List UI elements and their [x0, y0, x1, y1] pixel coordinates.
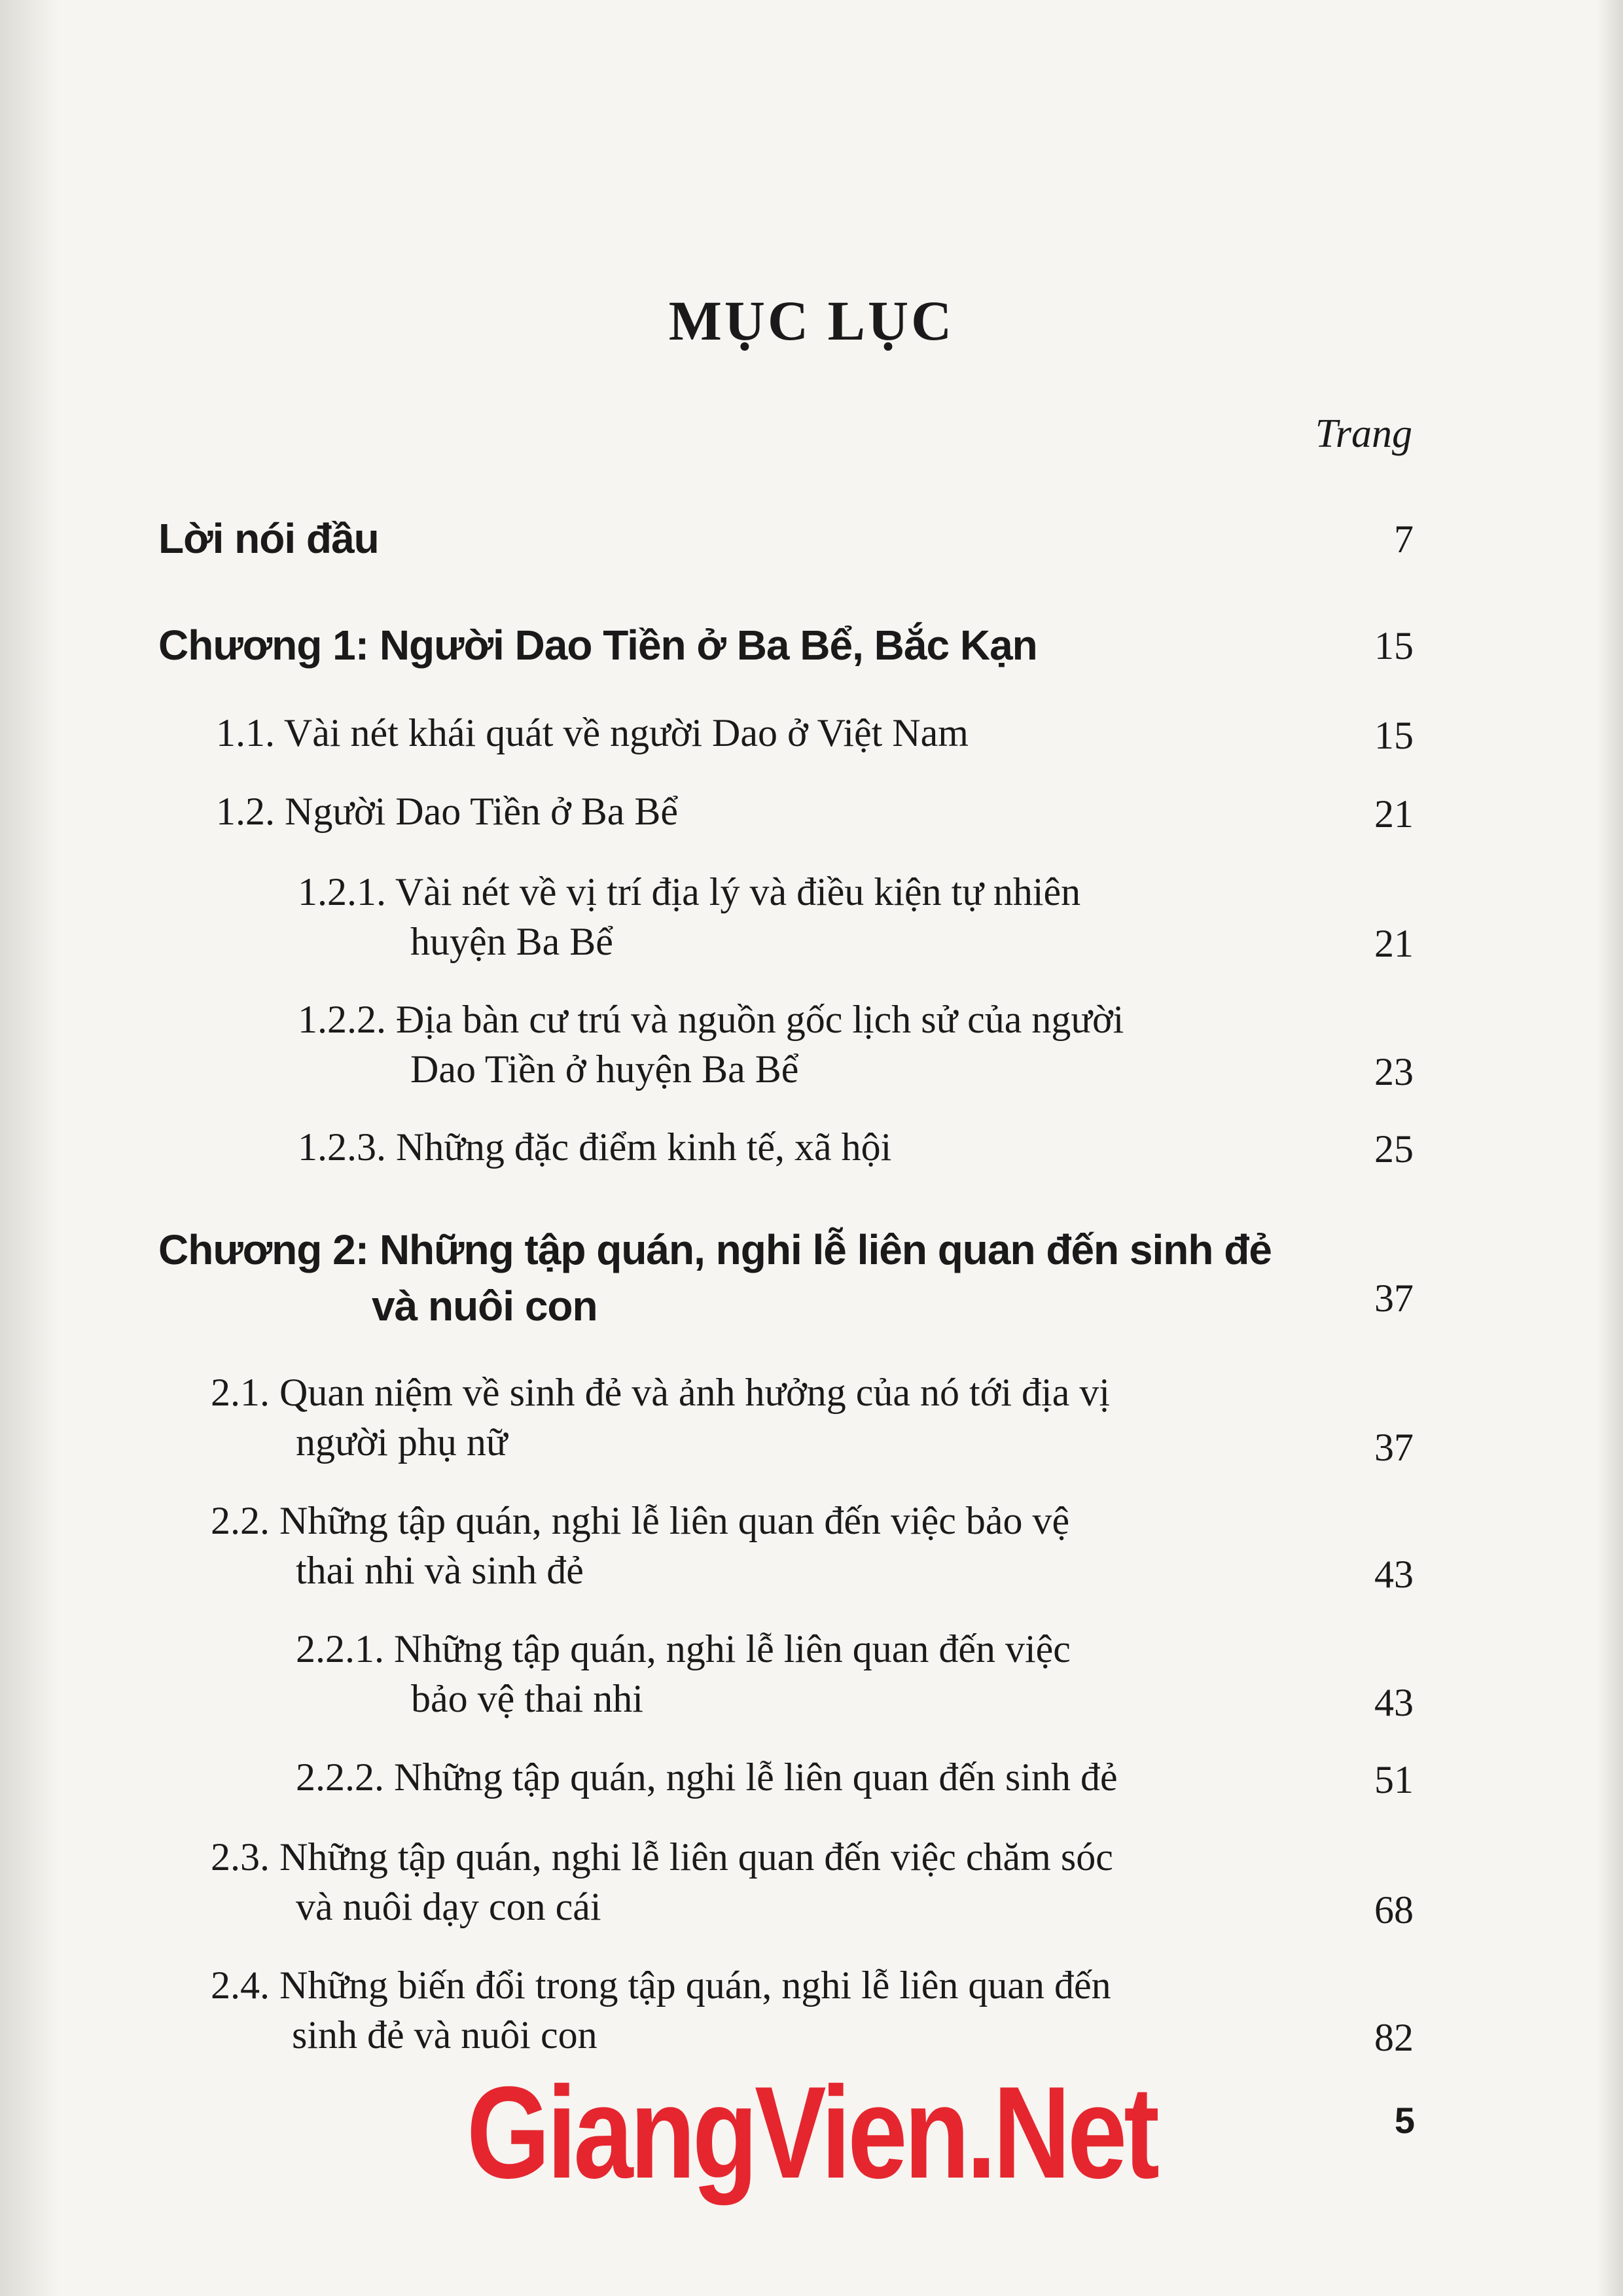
- toc-page-number: 43: [1374, 1553, 1414, 1596]
- toc-page-number: 7: [1394, 518, 1414, 561]
- toc-entry-line-1: 2.3. Những tập quán, nghi lễ liên quan đến việc chăm sóc: [211, 1835, 1113, 1879]
- toc-entry-chapter-2: [158, 1225, 1272, 1331]
- toc-entry-2-2-2: 2.2.2. Những tập quán, nghi lễ liên quan đến sinh đẻ: [296, 1756, 1118, 1799]
- toc-entry-line-1: 1.2.2. Địa bàn cư trú và nguồn gốc lịch sử của người: [298, 998, 1124, 1041]
- toc-entry-line-1: Chương 2: Những tập quán, nghi lễ liên quan đến sinh đẻ: [158, 1226, 1272, 1273]
- toc-page-number: 68: [1374, 1888, 1414, 1932]
- toc-page-number: 15: [1374, 714, 1414, 757]
- toc-page-number: 15: [1374, 624, 1414, 667]
- footer-page-number: 5: [1394, 2100, 1415, 2141]
- toc-entry-line-1: 2.2.1. Những tập quán, nghi lễ liên quan đến việc: [296, 1627, 1071, 1670]
- toc-page-number: 37: [1374, 1277, 1414, 1320]
- toc-entry-line-2: bảo vệ thai nhi: [411, 1677, 643, 1720]
- toc-page-number: 21: [1374, 922, 1414, 965]
- toc-entry-2-2: [211, 1496, 1069, 1595]
- toc-entry-1-2-2: [298, 995, 1124, 1094]
- toc-entry-foreword: Lời nói đầu: [158, 515, 379, 562]
- toc-entry-line-1: 2.2. Những tập quán, nghi lễ liên quan đến việc bảo vệ: [211, 1499, 1070, 1542]
- toc-entry-1-1: 1.1. Vài nét khái quát về người Dao ở Việt Nam: [216, 711, 969, 754]
- toc-page-number: 82: [1374, 2016, 1414, 2059]
- page-column-label: Trang: [1315, 412, 1412, 456]
- toc-page-number: 37: [1374, 1426, 1414, 1469]
- toc-entry-1-2: 1.2. Người Dao Tiền ở Ba Bể: [216, 790, 678, 833]
- toc-entry-line-2: và nuôi dạy con cái: [296, 1885, 601, 1928]
- toc-entry-line-2: và nuôi con: [372, 1282, 597, 1330]
- toc-entry-line-1: 2.4. Những biến đổi trong tập quán, nghi lễ liên quan đến: [211, 1964, 1111, 2007]
- toc-entry-line-2: sinh đẻ và nuôi con: [292, 2013, 597, 2057]
- page-title: MỤC LỤC: [668, 289, 955, 352]
- toc-entry-2-4: [211, 1960, 1111, 2060]
- toc-entry-line-1: 1.2.1. Vài nét về vị trí địa lý và điều kiện tự nhiên: [298, 870, 1081, 913]
- toc-entry-chapter-1: Chương 1: Người Dao Tiền ở Ba Bể, Bắc Kạn: [158, 622, 1037, 669]
- toc-entry-2-2-1: [296, 1624, 1071, 1723]
- toc-page-number: 21: [1374, 792, 1414, 836]
- toc-entry-line-2: thai nhi và sinh đẻ: [296, 1549, 584, 1592]
- toc-entry-line-2: Dao Tiền ở huyện Ba Bể: [410, 1048, 799, 1091]
- toc-entry-1-2-3: 1.2.3. Những đặc điểm kinh tế, xã hội: [298, 1125, 892, 1169]
- toc-entry-line-2: người phụ nữ: [296, 1421, 508, 1464]
- toc-page-number: 51: [1374, 1758, 1414, 1801]
- toc-entry-2-1: [211, 1368, 1110, 1467]
- watermark-logo: GiangVien.Net: [467, 2060, 1156, 2206]
- toc-entry-line-2: huyện Ba Bể: [410, 920, 613, 963]
- toc-entry-line-1: 2.1. Quan niệm về sinh đẻ và ảnh hưởng của nó tới địa vị: [211, 1371, 1111, 1414]
- toc-page-number: 23: [1374, 1050, 1414, 1093]
- toc-page-number: 25: [1374, 1127, 1414, 1171]
- toc-page-number: 43: [1374, 1681, 1414, 1724]
- toc-entry-2-3: [211, 1832, 1113, 1932]
- toc-entry-1-2-1: [298, 867, 1080, 966]
